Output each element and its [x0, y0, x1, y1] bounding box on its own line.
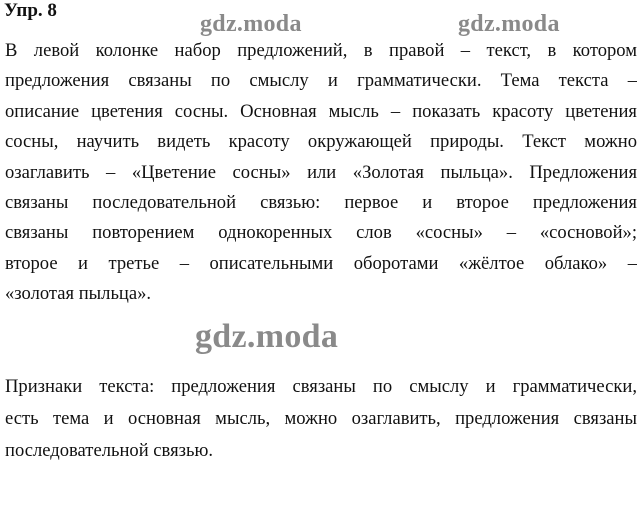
- answer-paragraph: [5, 36, 637, 310]
- watermark: gdz.moda: [458, 11, 560, 37]
- exercise-title: Упр. 8: [4, 0, 57, 21]
- text-line: связаны последовательной связью: первое и второе предложения: [5, 192, 637, 214]
- text-line: второе и третье – описательными оборотами «жёлтое облако» –: [5, 252, 637, 274]
- text-line: Признаки текста: предложения связаны по смыслу и грамматически,: [5, 376, 637, 397]
- watermark: gdz.moda: [200, 11, 302, 37]
- text-features-paragraph: [5, 371, 637, 467]
- text-line: «золотая пыльца».: [5, 283, 152, 305]
- text-line: В левой колонке набор предложений, в правой – текст, в котором: [5, 40, 637, 61]
- text-line: сосны, научить видеть красоту окружающей природы. Текст можно: [5, 131, 637, 153]
- text-line: связаны повторением однокоренных слов «сосны» – «сосновой»;: [5, 222, 637, 244]
- text-line: предложения связаны по смыслу и грамматически. Тема текста –: [5, 70, 637, 92]
- text-line: описание цветения сосны. Основная мысль – показать красоту цветения: [5, 100, 637, 122]
- text-line: последовательной связью.: [5, 440, 213, 461]
- watermark: gdz.moda: [195, 318, 339, 355]
- text-line: озаглавить – «Цветение сосны» или «Золотая пыльца». Предложения: [5, 161, 637, 183]
- text-line: есть тема и основная мысль, можно озаглавить, предложения связаны: [5, 408, 637, 429]
